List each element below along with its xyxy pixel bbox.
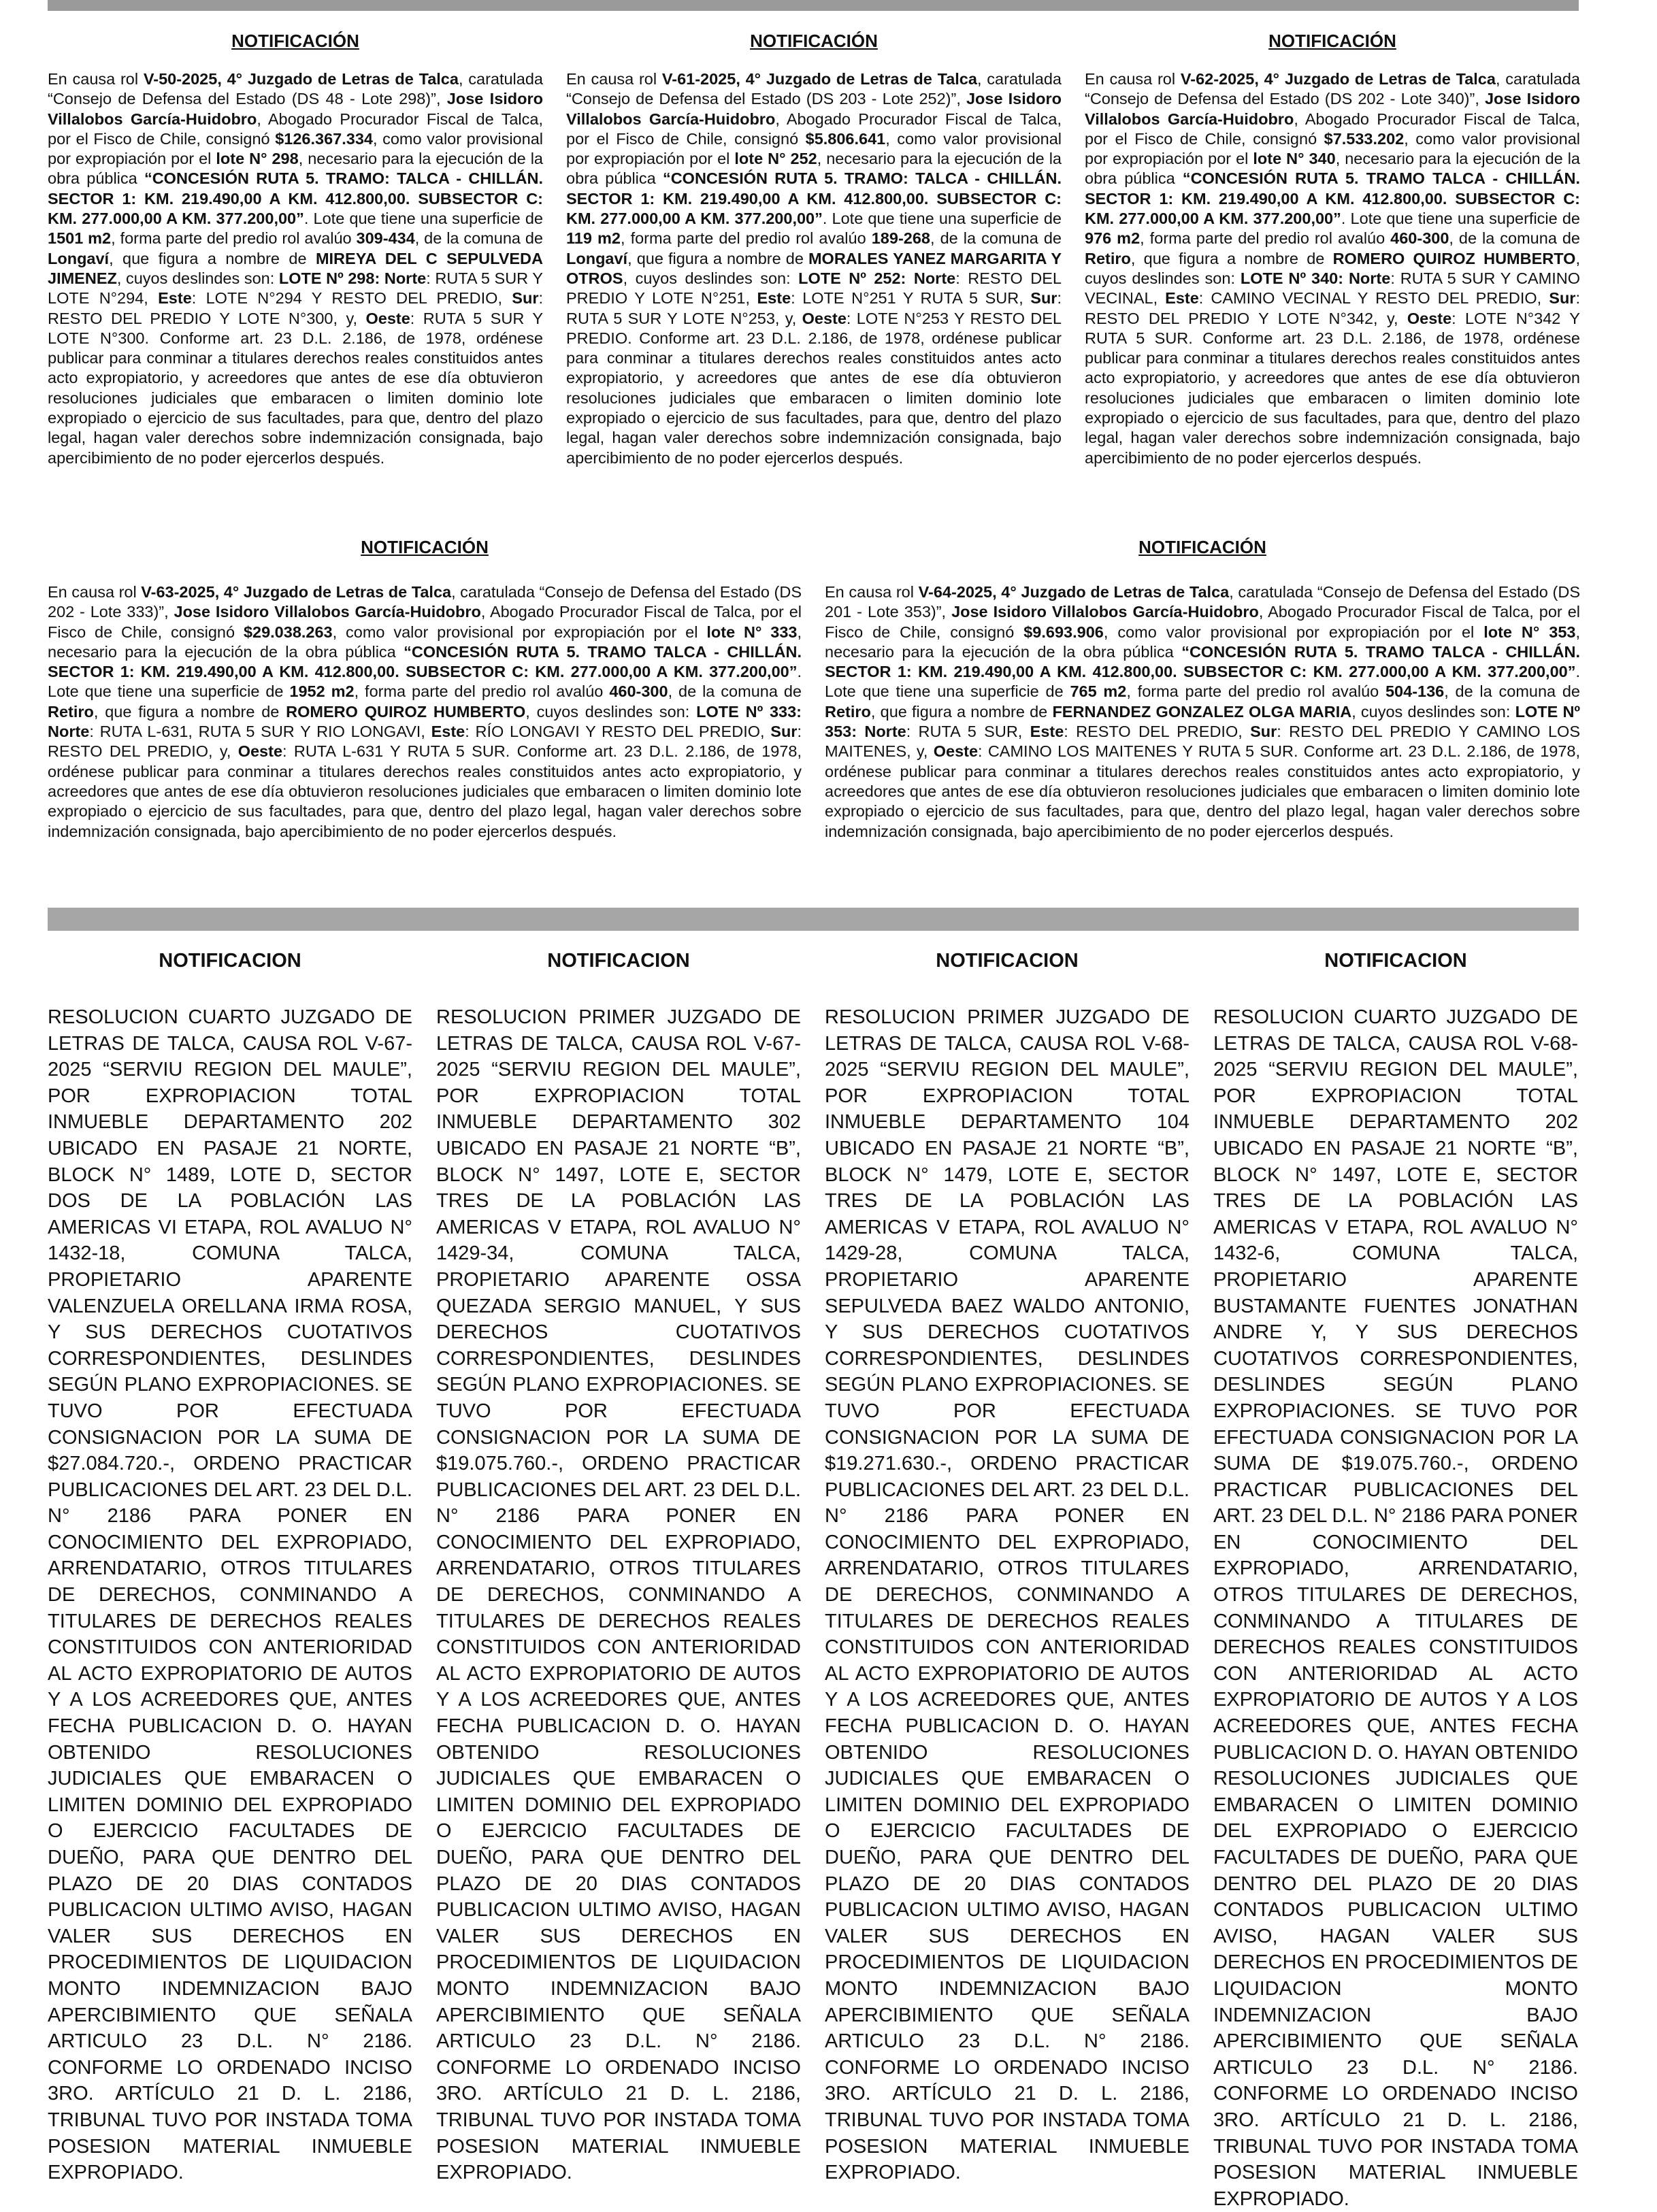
text-run: : CAMINO VECINAL Y RESTO DEL PREDIO, — [1198, 289, 1549, 308]
text-run: , como valor provisional por expropiación por el — [1103, 623, 1484, 641]
bold-text-run: “CONCESIÓN RUTA 5. TRAMO TALCA - CHILLÁN. SECTOR 1: KM. 219.490,00 A KM. 412.800,00. SUBSECTOR C: KM. 277.000,00 A KM. 377.200,00” — [48, 642, 802, 681]
notice-title: NOTIFICACIÓN — [361, 537, 489, 557]
text-run: , necesario para la ejecución de la obra pública — [566, 150, 1062, 188]
text-run: : RUTA 5 SUR, — [906, 723, 1030, 741]
text-run: . Lote que tiene una superficie de — [825, 663, 1580, 701]
text-run: : RUTA L-631, RUTA 5 SUR Y RIO LONGAVI, — [89, 723, 431, 741]
notice-body — [825, 582, 1580, 842]
bold-text-run: $9.693.906 — [1023, 623, 1104, 641]
bold-text-run: lote N° 252 — [734, 150, 817, 168]
notice-title: NOTIFICACIÓN — [231, 31, 359, 51]
notice-v63 — [48, 536, 802, 842]
bold-text-run: FERNANDEZ GONZALEZ OLGA MARIA — [1052, 702, 1352, 721]
bold-text-run: $5.806.641 — [805, 129, 886, 148]
text-run: , que figura a nombre de — [1130, 249, 1333, 267]
text-run: , que figura a nombre de — [870, 702, 1053, 721]
notice-body: RESOLUCION CUARTO JUZGADO DE LETRAS DE TALCA, CAUSA ROL V-68-2025 “SERVIU REGION DEL MAULE”, POR EXPROPIACION TOTAL INMUEBLE DEPARTAMENTO 202 UBICADO EN PASAJE 21 NORTE “B”, BLOCK N° 1497, LOTE E, SECTOR TRES DE LA POBLACIÓN LAS AMERICAS V ETAPA, ROL AVALUO N° 1432-6, COMUNA TALCA, PROPIETARIO APARENTE BUSTAMANTE FUENTES JONATHAN ANDRE Y, Y SUS DERECHOS CUOTATIVOS CORRESPONDIENTES, DESLINDES SEGÚN PLANO EXPROPIACIONES. SE TUVO POR EFECTUADA CONSIGNACION POR LA SUMA DE $19.075.760.-, ORDENO PRACTICAR PUBLICACIONES DEL ART. 23 DEL D.L. N° 2186 PARA PONER EN CONOCIMIENTO DEL EXPROPIADO, ARRENDATARIO, OTROS TITULARES DE DERECHOS, CONMINANDO A TITULARES DE DERECHOS REALES CONSTITUIDOS CON ANTERIORIDAD AL ACTO EXPROPIATORIO DE AUTOS Y A LOS ACREEDORES QUE, ANTES FECHA PUBLICACION D. O. HAYAN OBTENIDO RESOLUCIONES JUDICIALES QUE EMBARACEN O LIMITEN DOMINIO DEL EXPROPIADO O EJERCICIO FACULTADES DE DUEÑO, PARA QUE DENTRO DEL PLAZO DE 20 DIAS CONTADOS PUBLICACION ULTIMO AVISO, HAGAN VALER SUS DERECHOS EN PROCEDIMIENTOS DE LIQUIDACION MONTO INDEMNIZACION BAJO APERCIBIMIENTO QUE SEÑALA ARTICULO 23 D.L. N° 2186. CONFORME LO ORDENADO INCISO 3RO. ARTÍCULO 21 D. L. 2186, TRIBUNAL TUVO POR INSTADA TOMA POSESION MATERIAL INMUEBLE EXPROPIADO. — [1213, 1006, 1578, 2210]
notice-title: NOTIFICACION — [547, 950, 690, 972]
bold-text-run: LOTE Nº 353: Norte — [825, 702, 1580, 741]
text-run: : RUTA 5 SUR Y LOTE N°253, y, — [566, 289, 1062, 327]
bold-text-run: Sur — [1549, 289, 1576, 308]
bold-text-run: V-50-2025, 4° Juzgado de Letras de Talca — [143, 70, 459, 88]
bold-text-run: Retiro — [825, 702, 871, 721]
bold-text-run: ROMERO QUIROZ HUMBERTO — [1332, 249, 1576, 267]
notice-v50 — [48, 30, 543, 468]
text-run: , que figura a nombre de — [93, 702, 286, 721]
text-run: : RESTO DEL PREDIO, — [1064, 723, 1251, 741]
text-run: . Lote que tiene una superficie de — [822, 210, 1062, 228]
bold-text-run: Longaví — [48, 249, 110, 267]
text-run: En causa rol — [48, 583, 142, 601]
text-run: : CAMINO LOS MAITENES Y RUTA 5 SUR. Conforme art. 23 D.L. 2.186, de 1978, ordénese publicar para conminar a titulares derechos reales constituidos antes acto expropiatorio, y acreedores que antes de ese día obtuvieron resoluciones judiciales que embaracen o limiten dominio lote expropiado o ejercicio de sus facultades, para que, dentro del plazo legal, hagan valer derechos sobre indemnización consignada, bajo apercibimiento de no poder ejercerlos después. — [825, 742, 1580, 840]
bold-text-run: $29.038.263 — [243, 623, 333, 641]
bold-text-run: 504-136 — [1385, 682, 1445, 701]
notice-v64 — [825, 536, 1580, 842]
bold-text-run: V-64-2025, 4° Juzgado de Letras de Talca — [918, 583, 1230, 601]
text-run: , como valor provisional por expropiación por el — [48, 129, 543, 168]
notice-v61 — [566, 30, 1062, 468]
notice-title: NOTIFICACIÓN — [1138, 537, 1266, 557]
bold-text-run: LOTE Nº 340: Norte — [1240, 269, 1391, 287]
bold-text-run: LOTE Nº 298: Norte — [278, 269, 427, 287]
text-run: , caratulada “Consejo de Defensa del Estado (DS 202 - Lote 340)”, — [1085, 70, 1580, 108]
notice-body — [48, 69, 543, 468]
notice-v62 — [1085, 30, 1580, 468]
text-run: : RESTO DEL PREDIO Y LOTE N°251, — [566, 269, 1062, 308]
bold-text-run: MIREYA DEL C SEPULVEDA JIMENEZ — [48, 249, 543, 287]
text-run: : RESTO DEL PREDIO Y LOTE N°342, y, — [1085, 289, 1580, 327]
text-run: : LOTE N°251 Y RUTA 5 SUR, — [791, 289, 1031, 308]
bold-text-run: Oeste — [802, 309, 847, 327]
bold-text-run: Este — [1165, 289, 1199, 308]
text-run: . Lote que tiene una superficie de — [1341, 210, 1580, 228]
bold-text-run: Jose Isidoro Villalobos García-Huidobro — [566, 90, 1062, 128]
notice-serviu-v68-primer — [825, 948, 1190, 2186]
bold-text-run: ROMERO QUIROZ HUMBERTO — [286, 702, 526, 721]
bold-text-run: lote N° 353 — [1483, 623, 1576, 641]
text-run: , forma parte del predio rol avalúo — [1126, 682, 1385, 701]
notice-title: NOTIFICACION — [1324, 950, 1467, 972]
text-run: En causa rol — [1085, 70, 1181, 88]
text-run: , como valor provisional por expropiación por el — [332, 623, 707, 641]
text-run: : RESTO DEL PREDIO Y CAMINO LOS MAITENES, y, — [825, 723, 1580, 761]
bold-text-run: Sur — [770, 723, 798, 741]
bold-text-run: 119 m2 — [566, 229, 621, 248]
bold-text-run: 460-300 — [1390, 229, 1449, 248]
bold-text-run: Longaví — [566, 249, 628, 267]
bold-text-run: lote N° 340 — [1253, 150, 1336, 168]
bold-text-run: “CONCESIÓN RUTA 5. TRAMO TALCA - CHILLÁN. SECTOR 1: KM. 219.490,00 A KM. 412.800,00. SUBSECTOR C: KM. 277.000,00 A KM. 377.200,00” — [825, 642, 1580, 681]
text-run: , cuyos deslindes son: — [116, 269, 279, 287]
text-run: , necesario para la ejecución de la obra pública — [1085, 150, 1580, 188]
bold-text-run: Retiro — [1085, 249, 1131, 267]
text-run: , forma parte del predio rol avalúo — [354, 682, 610, 701]
bold-text-run: LOTE Nº 333: Norte — [48, 702, 802, 741]
bold-text-run: Jose Isidoro Villalobos García-Huidobro — [48, 90, 543, 128]
text-run: , Abogado Procurador Fiscal de Talca, por el Fisco de Chile, consignó — [825, 603, 1580, 641]
text-run: : RUTA 5 SUR Y LOTE N°294, — [48, 269, 543, 308]
text-run: , caratulada “Consejo de Defensa del Estado (DS 48 - Lote 298)”, — [48, 70, 543, 108]
text-run: : LOTE N°342 Y RUTA 5 SUR. Conforme art. 23 D.L. 2.186, de 1978, ordénese publicar para conminar a titulares derechos reales constituidos antes acto expropiatorio, y acreedores que antes de ese día obtuvieron resoluciones judiciales que embaracen o limiten dominio lote expropiado o ejercicio de sus facultades, para que, dentro del plazo legal, hagan valer derechos sobre indemnización consignada, bajo apercibimiento de no poder ejercerlos después. — [1085, 309, 1580, 467]
bold-text-run: V-62-2025, 4° Juzgado de Letras de Talca — [1180, 70, 1496, 88]
bold-text-run: 309-434 — [356, 229, 415, 248]
bold-text-run: lote N° 333 — [706, 623, 798, 641]
bold-text-run: Sur — [1250, 723, 1277, 741]
text-run: , forma parte del predio rol avalúo — [1140, 229, 1391, 248]
text-run: , de la comuna de — [1444, 682, 1581, 701]
text-run: : LOTE N°253 Y RESTO DEL PREDIO. Conforme art. 23 D.L. 2.186, de 1978, ordénese publicar para conminar a titulares derechos reales constituidos antes acto expropiatorio, y acreedores que antes de ese día obtuvieron resoluciones judiciales que embaracen o limiten dominio lote expropiado o ejercicio de sus facultades, para que, dentro del plazo legal, hagan valer derechos sobre indemnización consignada, bajo apercibimiento de no poder ejercerlos después. — [566, 309, 1062, 467]
bold-text-run: Oeste — [365, 309, 410, 327]
text-run: , caratulada “Consejo de Defensa del Estado (DS 202 - Lote 333)”, — [48, 583, 802, 621]
text-run: , Abogado Procurador Fiscal de Talca, por el Fisco de Chile, consignó — [566, 110, 1062, 148]
bold-text-run: lote N° 298 — [216, 150, 299, 168]
text-run: , cuyos deslindes son: — [1351, 702, 1515, 721]
text-run: : RÍO LONGAVI Y RESTO DEL PREDIO, — [465, 723, 771, 741]
bold-text-run: Este — [757, 289, 791, 308]
text-run: : RUTA 5 SUR Y LOTE N°300. Conforme art. 23 D.L. 2.186, de 1978, ordénese publicar para conminar a titulares derechos reales constituidos antes acto expropiatorio, y acreedores que antes de ese día obtuvieron resoluciones judiciales que embaracen o limiten dominio lote expropiado o ejercicio de sus facultades, para que, dentro del plazo legal, hagan valer derechos sobre indemnización consignada, bajo apercibimiento de no poder ejercerlos después. — [48, 309, 543, 467]
notice-title: NOTIFICACION — [159, 950, 301, 972]
text-run: En causa rol — [48, 70, 144, 88]
bold-text-run: Este — [158, 289, 192, 308]
text-run: En causa rol — [566, 70, 662, 88]
notice-body: RESOLUCION PRIMER JUZGADO DE LETRAS DE TALCA, CAUSA ROL V-67-2025 “SERVIU REGION DEL MAULE”, POR EXPROPIACION TOTAL INMUEBLE DEPARTAMENTO 302 UBICADO EN PASAJE 21 NORTE “B”, BLOCK N° 1497, LOTE E, SECTOR TRES DE LA POBLACIÓN LAS AMERICAS V ETAPA, ROL AVALUO N° 1429-34, COMUNA TALCA, PROPIETARIO APARENTE OSSA QUEZADA SERGIO MANUEL, Y SUS DERECHOS CUOTATIVOS CORRESPONDIENTES, DESLINDES SEGÚN PLANO EXPROPIACIONES. SE TUVO POR EFECTUADA CONSIGNACION POR LA SUMA DE $19.075.760.-, ORDENO PRACTICAR PUBLICACIONES DEL ART. 23 DEL D.L. N° 2186 PARA PONER EN CONOCIMIENTO DEL EXPROPIADO, ARRENDATARIO, OTROS TITULARES DE DERECHOS, CONMINANDO A TITULARES DE DERECHOS REALES CONSTITUIDOS CON ANTERIORIDAD AL ACTO EXPROPIATORIO DE AUTOS Y A LOS ACREEDORES QUE, ANTES FECHA PUBLICACION D. O. HAYAN OBTENIDO RESOLUCIONES JUDICIALES QUE EMBARACEN O LIMITEN DOMINIO DEL EXPROPIADO O EJERCICIO FACULTADES DE DUEÑO, PARA QUE DENTRO DEL PLAZO DE 20 DIAS CONTADOS PUBLICACION ULTIMO AVISO, HAGAN VALER SUS DERECHOS EN PROCEDIMIENTOS DE LIQUIDACION MONTO INDEMNIZACION BAJO APERCIBIMIENTO QUE SEÑALA ARTICULO 23 D.L. N° 2186. CONFORME LO ORDENADO INCISO 3RO. ARTÍCULO 21 D. L. 2186, TRIBUNAL TUVO POR INSTADA TOMA POSESION MATERIAL INMUEBLE EXPROPIADO. — [436, 1006, 801, 2184]
bold-text-run: 765 m2 — [1070, 682, 1127, 701]
bold-text-run: Sur — [1030, 289, 1057, 308]
notice-title: NOTIFICACION — [936, 950, 1079, 972]
text-run: , que figura a nombre de — [627, 249, 808, 267]
text-run: : RUTA L-631 Y RUTA 5 SUR. Conforme art. 23 D.L. 2.186, de 1978, ordénese publicar para conminar a titulares derechos reales constituidos antes acto expropiatorio, y acreedores que antes de ese día obtuvieron resoluciones judiciales que embaracen o limiten dominio lote expropiado o ejercicio de sus facultades, para que, dentro del plazo legal, hagan valer derechos sobre indemnización consignada, bajo apercibimiento de no poder ejercerlos después. — [48, 742, 802, 840]
bold-text-run: “CONCESIÓN RUTA 5. TRAMO TALCA - CHILLÁN. SECTOR 1: KM. 219.490,00 A KM. 412.800,00. SUBSECTOR C: KM. 277.000,00 A KM. 377.200,00” — [1085, 169, 1580, 228]
bold-text-run: Este — [1030, 723, 1064, 741]
text-run: , Abogado Procurador Fiscal de Talca, por el Fisco de Chile, consignó — [1085, 110, 1580, 148]
bold-text-run: Oeste — [933, 742, 979, 761]
notice-body — [566, 69, 1062, 468]
bold-text-run: 1501 m2 — [48, 229, 112, 248]
text-run: . Lote que tiene una superficie de — [303, 210, 543, 228]
notice-title: NOTIFICACIÓN — [1268, 31, 1396, 51]
text-run: , forma parte del predio rol avalúo — [111, 229, 357, 248]
text-run: , necesario para la ejecución de la obra pública — [48, 623, 802, 661]
bold-text-run: Jose Isidoro Villalobos García-Huidobro — [1085, 90, 1580, 128]
bold-text-run: 976 m2 — [1085, 229, 1141, 248]
bold-text-run: Jose Isidoro Villalobos García-Huidobro — [174, 603, 481, 621]
text-run: , caratulada “Consejo de Defensa del Estado (DS 201 - Lote 353)”, — [825, 583, 1580, 621]
bold-text-run: V-61-2025, 4° Juzgado de Letras de Talca — [661, 70, 977, 88]
text-run: , de la comuna de — [668, 682, 802, 701]
section-divider-bar — [48, 908, 1579, 931]
notice-serviu-v68-cuarto — [1213, 948, 1578, 2212]
bold-text-run: MORALES YANEZ MARGARITA Y OTROS — [566, 249, 1062, 287]
text-run: , cuyos deslindes son: — [623, 269, 799, 287]
text-run: , que figura a nombre de — [109, 249, 316, 267]
text-run: , como valor provisional por expropiación por el — [566, 129, 1062, 168]
text-run: , cuyos deslindes son: — [1085, 249, 1580, 287]
bold-text-run: Retiro — [48, 702, 94, 721]
bold-text-run: $7.533.202 — [1324, 129, 1405, 148]
bold-text-run: 1952 m2 — [289, 682, 355, 701]
text-run: , de la comuna de — [414, 229, 543, 248]
bold-text-run: Oeste — [237, 742, 283, 761]
bold-text-run: “CONCESIÓN RUTA 5. TRAMO: TALCA - CHILLÁN. SECTOR 1: KM. 219.490,00 A KM. 412.800,00. SUBSECTOR C: KM. 277.000,00 A KM. 377.200,00” — [48, 169, 543, 228]
notice-body: RESOLUCION CUARTO JUZGADO DE LETRAS DE TALCA, CAUSA ROL V-67-2025 “SERVIU REGION DEL MAULE”, POR EXPROPIACION TOTAL INMUEBLE DEPARTAMENTO 202 UBICADO EN PASAJE 21 NORTE, BLOCK N° 1489, LOTE D, SECTOR DOS DE LA POBLACIÓN LAS AMERICAS VI ETAPA, ROL AVALUO N° 1432-18, COMUNA TALCA, PROPIETARIO APARENTE VALENZUELA ORELLANA IRMA ROSA, Y SUS DERECHOS CUOTATIVOS CORRESPONDIENTES, DESLINDES SEGÚN PLANO EXPROPIACIONES. SE TUVO POR EFECTUADA CONSIGNACION POR LA SUMA DE $27.084.720.-, ORDENO PRACTICAR PUBLICACIONES DEL ART. 23 DEL D.L. N° 2186 PARA PONER EN CONOCIMIENTO DEL EXPROPIADO, ARRENDATARIO, OTROS TITULARES DE DERECHOS, CONMINANDO A TITULARES DE DERECHOS REALES CONSTITUIDOS CON ANTERIORIDAD AL ACTO EXPROPIATORIO DE AUTOS Y A LOS ACREEDORES QUE, ANTES FECHA PUBLICACION D. O. HAYAN OBTENIDO RESOLUCIONES JUDICIALES QUE EMBARACEN O LIMITEN DOMINIO DEL EXPROPIADO O EJERCICIO FACULTADES DE DUEÑO, PARA QUE DENTRO DEL PLAZO DE 20 DIAS CONTADOS PUBLICACION ULTIMO AVISO, HAGAN VALER SUS DERECHOS EN PROCEDIMIENTOS DE LIQUIDACION MONTO INDEMNIZACION BAJO APERCIBIMIENTO QUE SEÑALA ARTICULO 23 D.L. N° 2186. CONFORME LO ORDENADO INCISO 3RO. ARTÍCULO 21 D. L. 2186, TRIBUNAL TUVO POR INSTADA TOMA POSESION MATERIAL INMUEBLE EXPROPIADO. — [48, 1006, 412, 2184]
text-run: , caratulada “Consejo de Defensa del Estado (DS 203 - Lote 252)”, — [566, 70, 1062, 108]
bold-text-run: $126.367.334 — [275, 129, 373, 148]
bold-text-run: “CONCESIÓN RUTA 5. TRAMO: TALCA - CHILLÁN. SECTOR 1: KM. 219.490,00 A KM. 412.800,00. SUBSECTOR C: KM. 277.000,00 A KM. 377.200,00” — [566, 169, 1062, 228]
text-run: : RESTO DEL PREDIO Y LOTE N°300, y, — [48, 289, 544, 327]
text-run: . Lote que tiene una superficie de — [48, 663, 802, 701]
text-run: : LOTE N°294 Y RESTO DEL PREDIO, — [191, 289, 512, 308]
bold-text-run: 189-268 — [871, 229, 930, 248]
text-run: , necesario para la ejecución de la obra pública — [48, 150, 543, 188]
text-run: , cuyos deslindes son: — [525, 702, 697, 721]
top-divider-bar — [48, 0, 1579, 11]
text-run: : RUTA 5 SUR Y CAMINO VECINAL, — [1085, 269, 1580, 308]
text-run: , forma parte del predio rol avalúo — [620, 229, 872, 248]
notice-body: RESOLUCION PRIMER JUZGADO DE LETRAS DE TALCA, CAUSA ROL V-68-2025 “SERVIU REGION DEL MAULE”, POR EXPROPIACION TOTAL INMUEBLE DEPARTAMENTO 104 UBICADO EN PASAJE 21 NORTE “B”, BLOCK N° 1479, LOTE E, SECTOR TRES DE LA POBLACIÓN LAS AMERICAS V ETAPA, ROL AVALUO N° 1429-28, COMUNA TALCA, PROPIETARIO APARENTE SEPULVEDA BAEZ WALDO ANTONIO, Y SUS DERECHOS CUOTATIVOS CORRESPONDIENTES, DESLINDES SEGÚN PLANO EXPROPIACIONES. SE TUVO POR EFECTUADA CONSIGNACION POR LA SUMA DE $19.271.630.-, ORDENO PRACTICAR PUBLICACIONES DEL ART. 23 DEL D.L. N° 2186 PARA PONER EN CONOCIMIENTO DEL EXPROPIADO, ARRENDATARIO, OTROS TITULARES DE DERECHOS, CONMINANDO A TITULARES DE DERECHOS REALES CONSTITUIDOS CON ANTERIORIDAD AL ACTO EXPROPIATORIO DE AUTOS Y A LOS ACREEDORES QUE, ANTES FECHA PUBLICACION D. O. HAYAN OBTENIDO RESOLUCIONES JUDICIALES QUE EMBARACEN O LIMITEN DOMINIO DEL EXPROPIADO O EJERCICIO FACULTADES DE DUEÑO, PARA QUE DENTRO DEL PLAZO DE 20 DIAS CONTADOS PUBLICACION ULTIMO AVISO, HAGAN VALER SUS DERECHOS EN PROCEDIMIENTOS DE LIQUIDACION MONTO INDEMNIZACION BAJO APERCIBIMIENTO QUE SEÑALA ARTICULO 23 D.L. N° 2186. CONFORME LO ORDENADO INCISO 3RO. ARTÍCULO 21 D. L. 2186, TRIBUNAL TUVO POR INSTADA TOMA POSESION MATERIAL INMUEBLE EXPROPIADO. — [825, 1006, 1190, 2184]
text-run: , de la comuna de — [930, 229, 1062, 248]
notice-body — [1085, 69, 1580, 468]
bold-text-run: Este — [431, 723, 465, 741]
bold-text-run: LOTE Nº 252: Norte — [798, 269, 956, 287]
notice-body — [48, 582, 802, 842]
text-run: , Abogado Procurador Fiscal de Talca, por el Fisco de Chile, consignó — [48, 603, 802, 641]
text-run: : RESTO DEL PREDIO, y, — [48, 723, 802, 761]
bold-text-run: 460-300 — [609, 682, 668, 701]
bold-text-run: V-63-2025, 4° Juzgado de Letras de Talca — [141, 583, 452, 601]
text-run: , de la comuna de — [1449, 229, 1581, 248]
notice-serviu-v67-primer — [436, 948, 801, 2186]
bold-text-run: Sur — [512, 289, 539, 308]
bold-text-run: Oeste — [1407, 309, 1452, 327]
text-run: En causa rol — [825, 583, 919, 601]
text-run: , como valor provisional por expropiación por el — [1085, 129, 1580, 168]
text-run: , Abogado Procurador Fiscal de Talca, por el Fisco de Chile, consignó — [48, 110, 543, 148]
notice-serviu-v67-cuarto — [48, 948, 412, 2186]
text-run: , necesario para la ejecución de la obra pública — [825, 623, 1580, 661]
notice-title: NOTIFICACIÓN — [750, 31, 878, 51]
bold-text-run: Jose Isidoro Villalobos García-Huidobro — [951, 603, 1259, 621]
